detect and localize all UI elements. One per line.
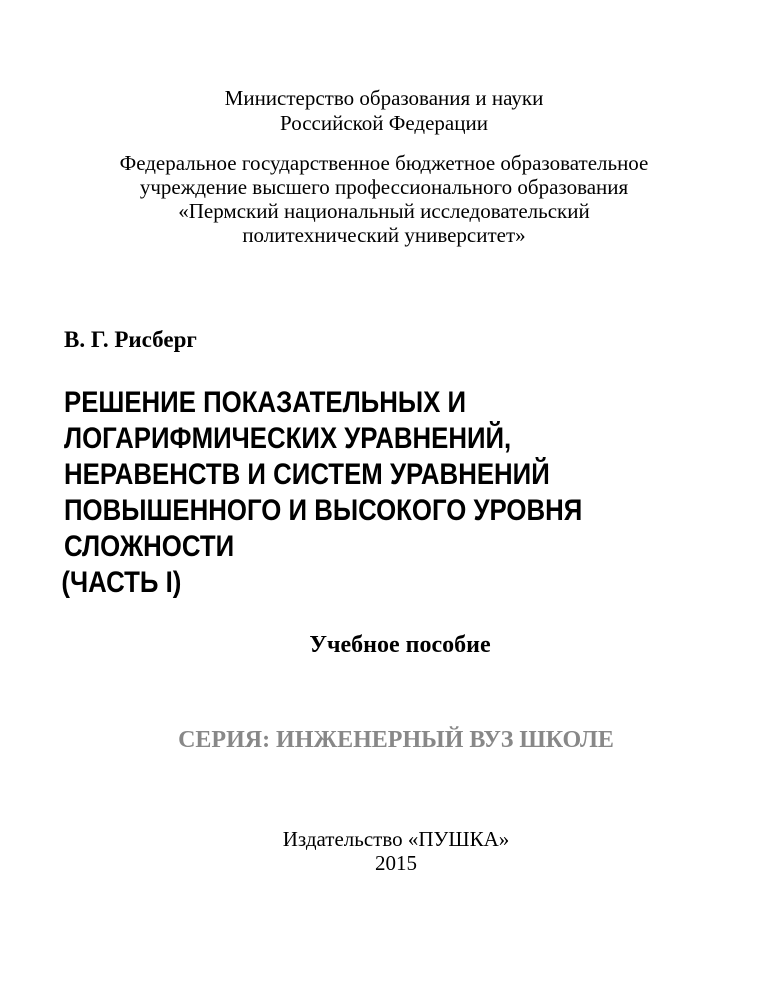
series-label: СЕРИЯ: ИНЖЕНЕРНЫЙ ВУЗ ШКОЛЕ	[178, 727, 614, 753]
institution-heading	[0, 151, 768, 247]
publisher-name: Издательство «ПУШКА»	[282, 827, 510, 851]
title-line: ЛОГАРИФМИЧЕСКИХ УРАВНЕНИЙ,	[64, 422, 512, 455]
title-line: НЕРАВЕНСТВ И СИСТЕМ УРАВНЕНИЙ	[64, 458, 550, 491]
publisher-block	[0, 827, 768, 875]
ministry-line: Министерство образования и науки	[224, 86, 544, 110]
institution-line: Федеральное государственное бюджетное образовательное	[119, 151, 649, 175]
title-line: ПОВЫШЕННОГО И ВЫСОКОГО УРОВНЯ	[64, 494, 583, 527]
book-type: Учебное пособие	[309, 632, 491, 658]
author-name: В. Г. Рисберг	[64, 327, 197, 352]
institution-line: учреждение высшего профессионального образования	[139, 175, 629, 199]
institution-line: «Пермский национальный исследовательский	[178, 199, 590, 223]
ministry-heading	[0, 86, 768, 136]
book-title	[61, 385, 649, 601]
title-part: (ЧАСТЬ I)	[61, 566, 182, 599]
title-line: РЕШЕНИЕ ПОКАЗАТЕЛЬНЫХ И	[64, 386, 467, 419]
institution-line: политехнический университет»	[242, 223, 526, 247]
publication-year: 2015	[375, 851, 417, 875]
ministry-line: Российской Федерации	[280, 111, 488, 135]
title-line: СЛОЖНОСТИ	[64, 530, 235, 563]
